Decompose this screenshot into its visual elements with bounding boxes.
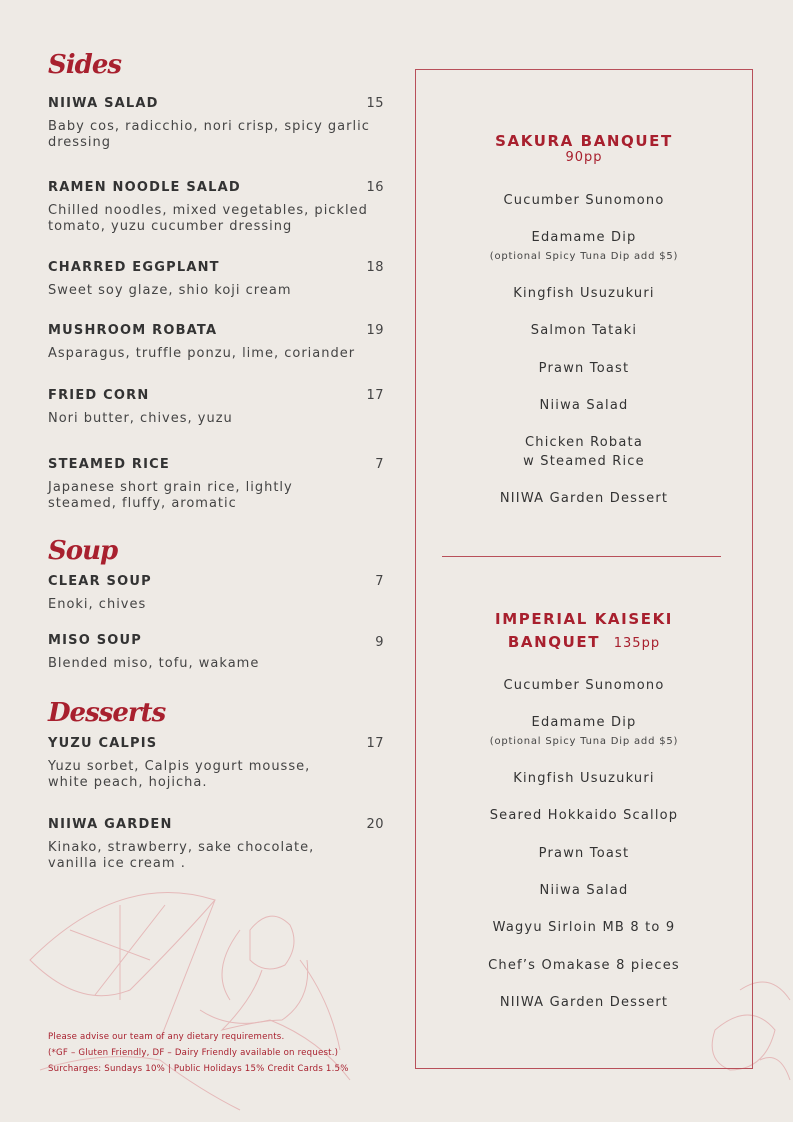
menu-item xyxy=(48,457,388,512)
menu-item xyxy=(48,574,388,613)
item-name: CLEAR SOUP xyxy=(48,574,152,589)
item-price: 17 xyxy=(366,736,384,751)
menu-item xyxy=(48,817,388,872)
item-price: 18 xyxy=(366,260,384,275)
item-price: 15 xyxy=(366,96,384,111)
item-description: Blended miso, tofu, wakame xyxy=(48,656,260,671)
course-item: Chicken Robata xyxy=(525,435,643,450)
imperial-banquet-price: 135pp xyxy=(613,636,661,651)
menu-item xyxy=(48,388,388,427)
course-item: w Steamed Rice xyxy=(523,454,645,469)
course-item: Edamame Dip xyxy=(531,230,637,245)
item-description: Sweet soy glaze, shio koji cream xyxy=(48,283,292,298)
course-item: Salmon Tataki xyxy=(530,323,638,338)
item-name: NIIWA GARDEN xyxy=(48,817,173,832)
item-description: Asparagus, truffle ponzu, lime, coriander xyxy=(48,346,356,361)
item-name: MUSHROOM ROBATA xyxy=(48,323,218,338)
course-item: Cucumber Sunomono xyxy=(503,678,665,693)
course-item: Cucumber Sunomono xyxy=(503,193,665,208)
item-description: Nori butter, chives, yuzu xyxy=(48,411,233,426)
menu-item xyxy=(48,260,388,299)
desserts-heading: Desserts xyxy=(48,698,166,728)
course-item: Kingfish Usuzukuri xyxy=(513,286,655,301)
dietary-footer xyxy=(48,1029,398,1077)
item-description: Chilled noodles, mixed vegetables, pickled tomato, yuzu cucumber dressing xyxy=(48,203,368,234)
menu-item xyxy=(48,96,388,151)
item-price: 20 xyxy=(366,817,384,832)
item-description: Kinako, strawberry, sake chocolate, vanilla ice cream . xyxy=(48,840,315,871)
menu-item xyxy=(48,633,388,672)
left-column xyxy=(48,48,388,872)
menu-item xyxy=(48,736,388,791)
course-note: (optional Spicy Tuna Dip add $5) xyxy=(489,736,679,747)
imperial-banquet-title-line2 xyxy=(416,631,752,655)
course-item: Prawn Toast xyxy=(538,361,630,376)
item-description: Yuzu sorbet, Calpis yogurt mousse, white peach, hojicha. xyxy=(48,759,311,790)
item-price: 7 xyxy=(375,457,384,472)
footer-line: Please advise our team of any dietary requirements. xyxy=(48,1032,285,1042)
item-name: YUZU CALPIS xyxy=(48,736,158,751)
item-price: 19 xyxy=(366,323,384,338)
item-description: Baby cos, radicchio, nori crisp, spicy garlic dressing xyxy=(48,119,370,150)
sides-heading: Sides xyxy=(48,50,122,80)
soup-heading: Soup xyxy=(48,536,118,566)
item-description: Enoki, chives xyxy=(48,597,147,612)
item-name: STEAMED RICE xyxy=(48,457,170,472)
imperial-banquet-title-word: BANQUET xyxy=(507,633,601,651)
item-name: NIIWA SALAD xyxy=(48,96,159,111)
item-name: RAMEN NOODLE SALAD xyxy=(48,180,241,195)
section-divider xyxy=(442,556,721,557)
course-item: Seared Hokkaido Scallop xyxy=(489,808,679,823)
course-item: NIIWA Garden Dessert xyxy=(499,491,669,506)
course-item: Wagyu Sirloin MB 8 to 9 xyxy=(492,920,676,935)
course-item: Prawn Toast xyxy=(538,846,630,861)
item-price: 16 xyxy=(366,180,384,195)
sakura-banquet-price: 90pp xyxy=(565,150,603,165)
footer-line: (*GF – Gluten Friendly, DF – Dairy Friendly available on request.) xyxy=(48,1048,339,1058)
course-item: Kingfish Usuzukuri xyxy=(513,771,655,786)
course-note: (optional Spicy Tuna Dip add $5) xyxy=(489,251,679,262)
item-price: 7 xyxy=(375,574,384,589)
course-item: Niiwa Salad xyxy=(539,883,629,898)
item-description: Japanese short grain rice, lightly steamed, fluffy, aromatic xyxy=(48,480,293,511)
course-item: Chef’s Omakase 8 pieces xyxy=(488,958,680,973)
imperial-banquet-title: IMPERIAL KAISEKI xyxy=(495,610,673,628)
item-name: MISO SOUP xyxy=(48,633,143,648)
course-item: Edamame Dip xyxy=(531,715,637,730)
course-item: NIIWA Garden Dessert xyxy=(499,995,669,1010)
footer-line: Surcharges: Sundays 10% | Public Holidays 15% Credit Cards 1.5% xyxy=(48,1064,349,1074)
sakura-banquet-title: SAKURA BANQUET xyxy=(495,132,673,150)
menu-item xyxy=(48,180,388,235)
menu-item xyxy=(48,323,388,362)
item-price: 17 xyxy=(366,388,384,403)
item-name: FRIED CORN xyxy=(48,388,150,403)
course-item: Niiwa Salad xyxy=(539,398,629,413)
banquet-panel xyxy=(415,69,753,1069)
item-name: CHARRED EGGPLANT xyxy=(48,260,220,275)
item-price: 9 xyxy=(375,635,384,650)
